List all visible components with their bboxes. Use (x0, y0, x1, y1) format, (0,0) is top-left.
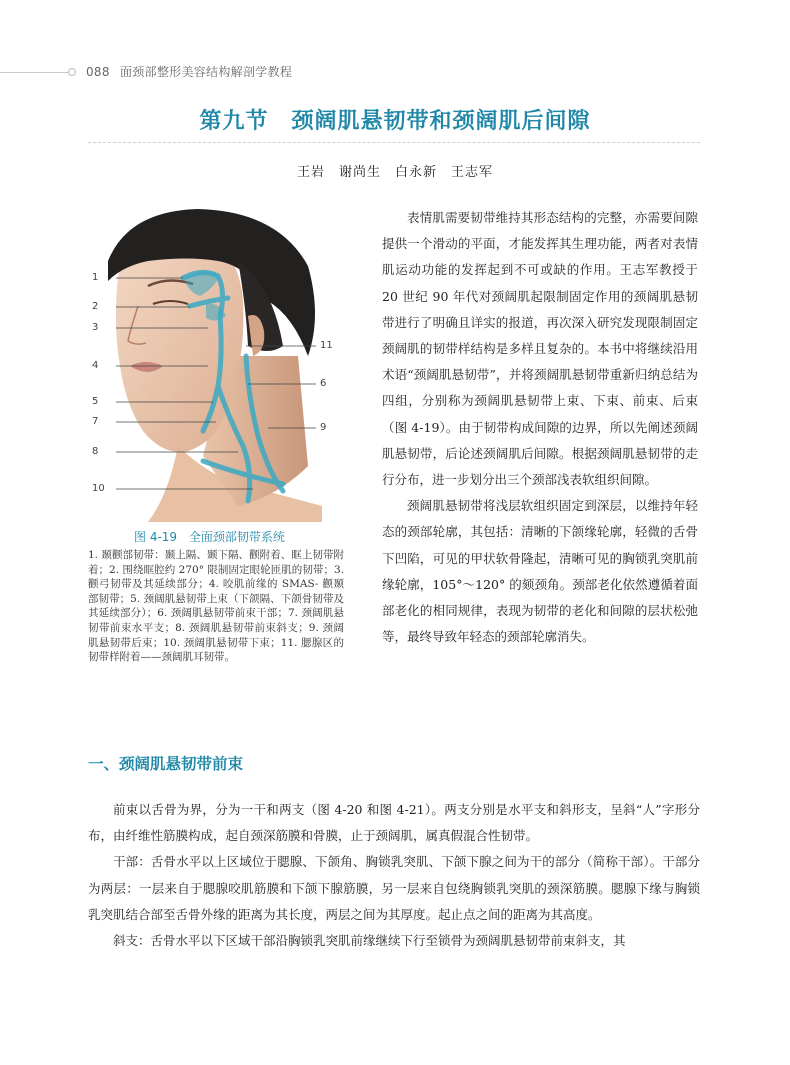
title-rule (88, 142, 700, 143)
face-neck-illustration (108, 206, 322, 522)
running-header (86, 63, 292, 80)
fig-label-7: 7 (92, 416, 99, 427)
intro-paragraph: 表情肌需要韧带维持其形态结构的完整，亦需要间隙提供一个滑动的平面，才能发挥其生理功能，两者对表情肌运动功能的发挥起到不可或缺的作用。王志军教授于 20 世纪 90 年代对颈阔肌起限制固定作用的颈阔肌悬韧带进行了明确且详实的报道，再次深入研究发现限制固定颈阔肌的韧带样结构是多样且复杂的。本书中将继续沿用术语“颈阔肌悬韧带”，并将颈阔肌悬韧带重新归纳总结为四组，分别称为颈阔肌悬韧带上束、下束、前束、后束（图 4-19）。由于韧带构成间隙的边界，所以先阐述颈阔肌悬韧带，后论述颈阔肌后间隙。根据颈阔肌悬韧带的走行分布，进一步划分出三个颈部浅表软组织间隙。 (382, 210, 698, 488)
fig-label-1: 1 (92, 272, 99, 283)
figure-legend: 1. 颞颧部韧带：颞上隔、颞下隔、颧附着、眶上韧带附着；2. 围绕眶腔约 270° 限制固定眼轮匝肌的韧带；3. 颧弓韧带及其延续部分；4. 咬肌前缘的 SMAS- 颧颞部韧带；5. 颈阔肌悬韧带上束（下颌隔、下颌骨韧带及其延续部分）；6. 颈阔肌悬韧带前束干部；7. 颈阔肌悬韧带前束水平支；8. 颈阔肌悬韧带前束斜支；9. 颈阔肌悬韧带后束；10. 颈阔肌悬韧带下束；11. 腮腺区的韧带样附着——颈阔肌耳韧带。 (88, 549, 344, 664)
header-rule (0, 72, 68, 73)
figure-number: 图 4-19 (134, 530, 178, 544)
fig-label-2: 2 (92, 301, 99, 312)
intro-text (382, 205, 698, 650)
section-title: 第九节 颈阔肌悬韧带和颈阔肌后间隙 (199, 108, 591, 134)
body-paragraph: 斜支：舌骨水平以下区域干部沿胸锁乳突肌前缘继续下行至锁骨为颈阔肌悬韧带前束斜支，其 (113, 933, 626, 949)
fig-label-6: 6 (320, 378, 327, 389)
fig-label-11: 11 (320, 340, 333, 351)
intro-paragraph: 颈阔肌悬韧带将浅层软组织固定到深层，以维持年轻态的颈部轮廓，其包括：清晰的下颌缘轮廓，轻微的舌骨下凹陷，可见的甲状软骨隆起，清晰可见的胸锁乳突肌前缘轮廓，105°～120° 的颏颈角。颈部老化依然遵循着面部老化的相同规律，表现为韧带的老化和间隙的层状松弛等，最终导致年轻态的颈部轮廓消失。 (382, 498, 698, 645)
section-heading: 一、颈阔肌悬韧带前束 (88, 755, 244, 773)
fig-label-9: 9 (320, 422, 327, 433)
fig-label-8: 8 (92, 446, 99, 457)
body-text (88, 797, 700, 954)
fig-label-5: 5 (92, 396, 99, 407)
fig-label-10: 10 (92, 483, 105, 494)
body-paragraph: 干部：舌骨水平以上区域位于腮腺、下颌角、胸锁乳突肌、下颌下腺之间为干的部分（简称干部）。干部分为两层：一层来自于腮腺咬肌筋膜和下颌下腺筋膜，另一层来自包绕胸锁乳突肌的颈深筋膜。腮腺下缘与胸锁乳突肌结合部至舌骨外缘的距离为其长度，两层之间为其厚度。起止点之间的距离为其高度。 (88, 854, 700, 922)
header-dot (68, 68, 76, 76)
figure-caption-text: 全面颈部韧带系统 (188, 530, 285, 544)
fig-label-4: 4 (92, 360, 99, 371)
fig-label-3: 3 (92, 322, 99, 333)
book-title: 面颈部整形美容结构解剖学教程 (119, 65, 293, 79)
page-number: 088 (86, 65, 110, 79)
figure-caption (134, 528, 285, 545)
body-paragraph: 前束以舌骨为界，分为一干和两支（图 4-20 和图 4-21）。两支分别是水平支和斜形支，呈斜“人”字形分布，由纤维性筋膜构成，起自颈深筋膜和骨膜，止于颈阔肌，属真假混合性韧带。 (88, 802, 700, 844)
figure-4-19 (92, 206, 333, 522)
authors: 王岩 谢尚生 白永新 王志军 (296, 165, 493, 180)
